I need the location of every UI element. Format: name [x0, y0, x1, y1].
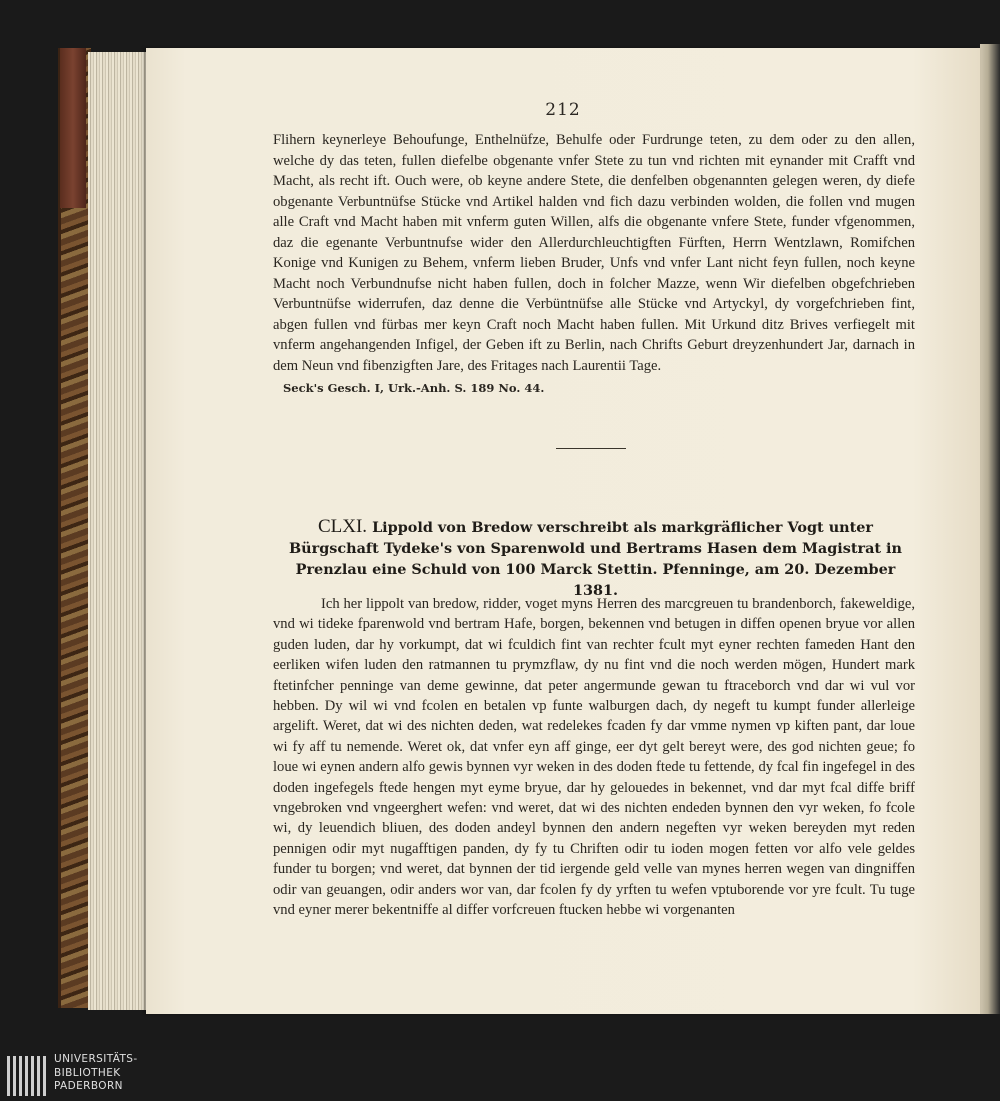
section-divider	[556, 448, 626, 449]
book-page	[146, 48, 980, 1014]
library-name-line: UNIVERSITÄTS-	[54, 1053, 138, 1065]
source-citation: Seck's Gesch. I, Urk.-Anh. S. 189 No. 44.	[283, 381, 545, 395]
bleed-through-shadow	[681, 382, 921, 502]
leather-spine	[60, 48, 86, 208]
previous-text-paragraph: Flihern keynerleye Behoufunge, Enthelnüfze, Behulfe oder Furdrunge teten, zu dem oder zu den allen, welche dy das teten, fullen diefelbe obgenante vnfer Stete zu tun vnd richten mit eynander mit Crafft vnd Macht, als recht ift. Ouch were, ob keyne andere Stete, die denfelben obgenannten gelegen weren, dy diefe obgenante Verbuntnüfse Stücke vnd Artikel halden vnd fich dazu verbinden wolden, die follen vnd mugen alle Craft vnd Macht haben mit vnferm guten Willen, alfs die obgenante vnfere Stete, funder vfgenommen, daz die egenante Verbuntnufse wider den Allerdurchleuchtigften Fürften, Herrn Wentzlawn, Romifchen Konige vnd Kunigen zu Behem, vnferm lieben Bruder, Unfs vnd vnfer Lant nicht feyn fullen, noch keyne Macht noch Verbundnufse nicht haben fullen, doch in folcher Mazze, wenn Wir diefelben obgefchrieben Verbuntnüfse widerrufen, daz denne die Verbüntnüfse alle Stücke vnd Artyckyl, dy vorgefchrieben fint, abgen fullen vnd fürbas mer keyn Craft noch Macht haben fullen. Mit Urkund ditz Brives verfiegelt mit vnferm angehangenden Infigel, der Geben ift zu Berlin, nach Chrifts Geburt dreyzenhundert Jar, darnach in dem Neun vnd fibenzigften Jare, des Fritages nach Laurentii Tage.	[273, 132, 915, 374]
page-number: 212	[545, 100, 581, 120]
library-name-line: PADERBORN	[54, 1080, 123, 1092]
document-title: Lippold von Bredow verschreibt als markgräflicher Vogt unter Bürgschaft Tydeke's von Sparenwold und Bertrams Hasen dem Magistrat in Prenzlau eine Schuld von 100 Marck Stettin. Pfenninge, am 20. Dezember 1381.	[289, 519, 902, 599]
document-body	[273, 594, 915, 921]
document-number: CLXI.	[317, 516, 368, 537]
body-paragraph: Ich her lippolt van bredow, ridder, voget myns Herren des marcgreuen tu brandenborch, fakeweldige, vnd wi tideke fparenwold vnd bertram Hafe, borgen, bekennen vnd betugen in diffen openen bryue vor allen guden luden, dar hy vorkumpt, dat wi fculdich fint van rechter fcult myt eyner rechten fameden Hant den eerliken wifen luden den ratmannen tu prymzflaw, dy nu fint vnd die noch werden mögen, Hundert mark ftetinfcher penninge van deme gewinne, dat peter angermunde gewan tu ftraceborch vnd dar wi vul vor hebben. Dy wil wi vnd fcolen en betalen vp funte walburgen dach, dy negeft tu kumpt funder allerleige argelift. Weret, dat wi des nichten deden, wat redelekes fcaden fy dar vmme nymen vp kiften pant, dar loue wi fy aff tu nemende. Weret ok, dat vnfer eyn aff ginge, eer dyt gelt bereyt were, des god nichten geue; fo loue wi eynen andern alfo gewis bynnen vyr weken in des doden ftede tu fettende, dy fcal fin ingefegel in des doden ingefegels ftede hengen myt eyme bryue, dar hy gelouedes in bekennet, vnd dar myt fcal diffe briff vngebroken vnd vngeerghert wefen: vnd weret, dat wi des nichten endeden bynnen den vyr weken, fo fcole wi, dy leuendich bliuen, des doden andeyl bynnen den andern negeften vyr weken bereyden myt reden pennigen odir myt nugafftigen panden, dy fy tu Chriften odir tu ioden mogen fetten vor alfo vele geldes funder tu borgen; vnd weret, dat bynnen der tid iergende geld velle van mynes herren wegen van dingniffen odir van geuangen, odir anders wor van, dar fcolen fy dy yrften tu wefen vptuborende vor yre fcult. Tu tuge vnd eyner merer bekentniffe al differ vorfcreuen ftucken hebbe wi vorgenanten	[273, 596, 915, 919]
document-heading	[273, 516, 918, 601]
page-edges	[88, 52, 148, 1010]
library-name-line: BIBLIOTHEK	[54, 1066, 121, 1079]
library-footer	[0, 1050, 1000, 1101]
previous-document-text	[273, 130, 915, 376]
right-page-edge	[980, 44, 1000, 1014]
library-logo-icon	[6, 1054, 48, 1098]
library-name	[54, 1053, 138, 1094]
